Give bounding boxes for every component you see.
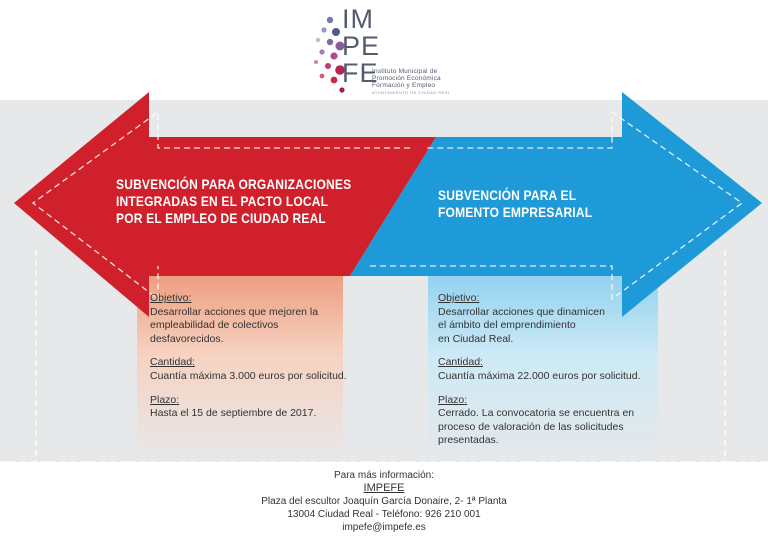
right-objetivo-label: Objetivo:	[438, 292, 480, 304]
right-title-line: FOMENTO EMPRESARIAL	[438, 204, 593, 220]
logo-text-line: Promoción Económica	[372, 75, 441, 83]
footer-intro: Para más información:	[333, 470, 435, 481]
right-plazo-line: proceso de valoración de las solicitudes	[438, 420, 624, 433]
right-objetivo-line: en Ciudad Real.	[438, 332, 514, 345]
left-title-line: INTEGRADAS EN EL PACTO LOCAL	[116, 193, 329, 209]
right-title-line: SUBVENCIÓN PARA EL	[438, 187, 577, 203]
right-plazo-label: Plazo:	[438, 393, 468, 406]
left-objetivo-line: empleabilidad de colectivos	[150, 319, 279, 332]
left-info	[150, 292, 347, 421]
footer-contact	[0, 469, 768, 534]
logo-small-text: AYUNTAMIENTO DE CIUDAD REAL	[372, 90, 451, 95]
left-plazo-label: Plazo:	[150, 393, 180, 406]
footer-email-link[interactable]: impefe@impefe.es	[342, 522, 426, 533]
footer-city-phone: 13004 Ciudad Real - Teléfono: 926 210 001	[287, 509, 481, 520]
right-info	[438, 292, 641, 448]
right-objetivo-line: el ámbito del emprendimiento	[438, 319, 576, 332]
left-title-line: POR EL EMPLEO DE CIUDAD REAL	[116, 210, 326, 226]
logo-letters-1: IM	[342, 4, 374, 34]
right-plazo-line: Cerrado. La convocatoria se encuentra en	[438, 407, 635, 420]
right-cantidad-value: Cuantía máxima 22.000 euros por solicitud.	[438, 369, 641, 382]
left-plazo-value: Hasta el 15 de septiembre de 2017.	[150, 407, 317, 420]
right-title	[438, 187, 592, 221]
right-cantidad-label: Cantidad:	[438, 356, 483, 369]
footer-address: Plaza del escultor Joaquín García Donaire, 2- 1ª Planta	[261, 496, 507, 507]
left-title-line: SUBVENCIÓN PARA ORGANIZACIONES	[116, 176, 352, 192]
left-cantidad-value: Cuantía máxima 3.000 euros por solicitud.	[150, 369, 347, 382]
right-plazo-line: presentadas.	[438, 434, 499, 447]
logo-letters-2: PE	[342, 31, 381, 61]
logo-text-line: Formación y Empleo	[372, 82, 436, 90]
right-objetivo-line: Desarrollar acciones que dinamicen	[438, 305, 605, 318]
left-objetivo-line: desfavorecidos.	[150, 332, 224, 345]
left-title	[116, 176, 351, 227]
logo-text-line: Instituto Municipal de	[372, 68, 438, 75]
logo-letters-3: FE	[342, 58, 379, 88]
left-objetivo-line: Desarrollar acciones que mejoren la	[150, 305, 319, 318]
left-objetivo-label: Objetivo:	[150, 292, 192, 304]
footer-brand-link[interactable]: IMPEFE	[363, 482, 405, 494]
left-cantidad-label: Cantidad:	[150, 356, 195, 369]
